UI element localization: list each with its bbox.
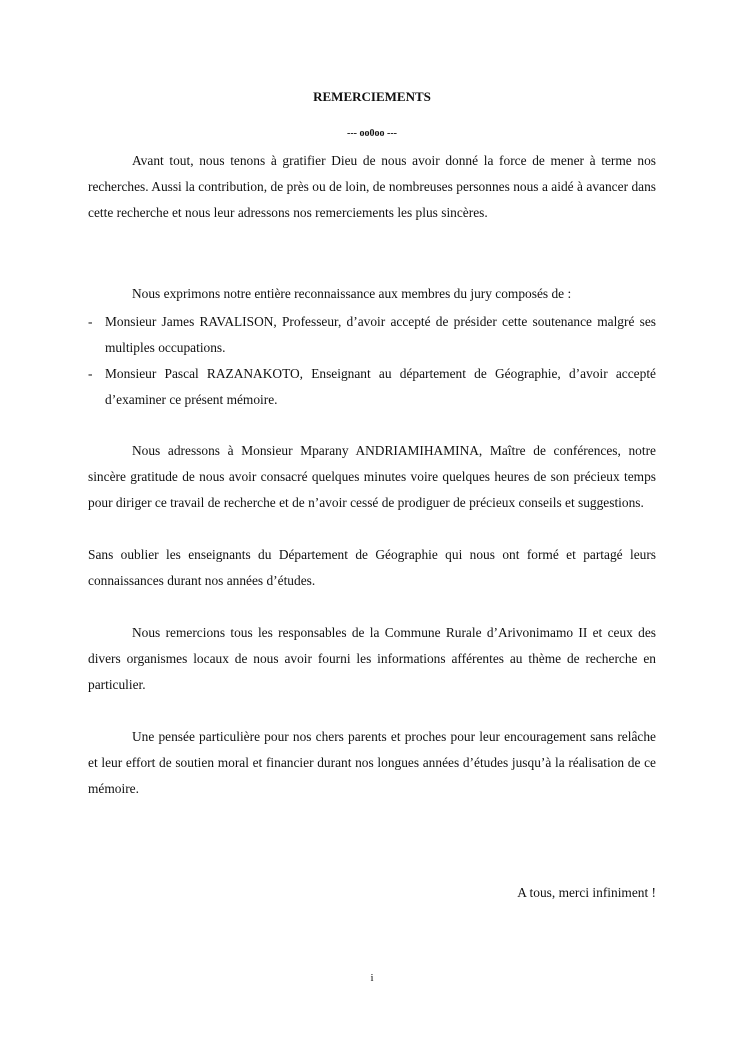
- jury-list-item: [88, 309, 656, 361]
- closing-line: A tous, merci infiniment !: [517, 885, 656, 900]
- paragraph-teachers: Sans oublier les enseignants du Département de Géographie qui nous ont formé et partagé leurs connaissances durant nos années d’études.: [88, 547, 656, 588]
- paragraph-family: Une pensée particulière pour nos chers parents et proches pour leur encouragement sans relâche et leur effort de soutien moral et financier durant nos longues années d’études jusqu’à la réalisation de ce mémoire.: [88, 729, 656, 796]
- jury-list-item: [88, 361, 656, 413]
- jury-list: [88, 309, 656, 413]
- page-number: i: [370, 972, 374, 984]
- list-bullet: -: [88, 366, 93, 381]
- paragraph-commune: Nous remercions tous les responsables de la Commune Rurale d’Arivonimamo II et ceux des divers organismes locaux de nous avoir fourni les informations afférentes au thème de recherche en particulier.: [88, 625, 656, 692]
- paragraph-jury-intro: Nous exprimons notre entière reconnaissance aux membres du jury composés de :: [132, 286, 572, 301]
- list-bullet: -: [88, 314, 93, 329]
- title-ornament: --- oo0oo ---: [347, 128, 397, 139]
- paragraph-supervisor: Nous adressons à Monsieur Mparany ANDRIAMIHAMINA, Maître de conférences, notre sincère gratitude de nous avoir consacré quelques minutes voire quelques heures de son précieux temps pour diriger ce travail de recherche et de n’avoir cessé de prodiguer de précieux conseils et suggestions.: [88, 443, 656, 510]
- page-title: REMERCIEMENTS: [313, 89, 431, 104]
- jury-member-text: Monsieur Pascal RAZANAKOTO, Enseignant au département de Géographie, d’avoir accepté d’examiner ce présent mémoire.: [105, 366, 656, 407]
- paragraph-intro: Avant tout, nous tenons à gratifier Dieu de nous avoir donné la force de mener à terme nos recherches. Aussi la contribution, de près ou de loin, de nombreuses personnes nous a aidé à avancer dans cette recherche et nous leur adressons nos remerciements les plus sincères.: [88, 153, 656, 220]
- jury-member-text: Monsieur James RAVALISON, Professeur, d’avoir accepté de présider cette soutenance malgré ses multiples occupations.: [105, 314, 656, 355]
